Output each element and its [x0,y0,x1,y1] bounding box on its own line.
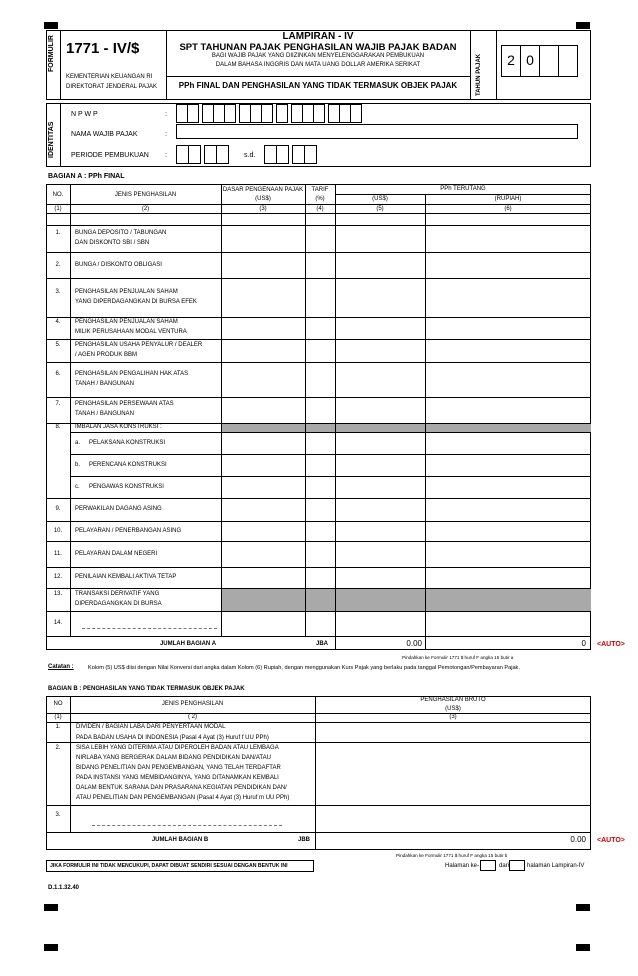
row-label: PENGAWAS KONSTRUKSI [89,483,164,490]
catatan-label: Catatan : [48,664,74,670]
corner-mark-bottom-right [576,904,590,911]
col-no-header: NO. [52,192,64,198]
year-digit-1: 2 [507,52,515,68]
corner-mark-bottom-right-2 [576,944,590,951]
row-number: b. [75,461,81,468]
b-row-1-line-2: PADA BADAN USAHA DI INDONESIA (Pasal 4 Ayat (3) Huruf f UU PPh) [76,735,269,741]
row-number: 6. [55,370,61,377]
col-tarif-header: TARIF [311,187,329,193]
corner-mark-top-right [576,22,590,29]
col-number-3: (3) [259,206,267,212]
col-pph-header: PPh TERUTANG [440,186,486,192]
row-label: BUNGA / DISKONTO OBLIGASI [75,261,162,268]
digit-box[interactable] [261,104,273,123]
row-number: 5. [55,341,61,348]
jumlah-bagian-a-label: JUMLAH BAGIAN A [159,641,217,647]
col-number-5: (5) [376,206,384,212]
row-number: 2. [55,261,61,268]
col-tarif-unit: (%) [315,196,325,202]
row-label: PENGHASILAN PENGALIHAN HAK ATAS [75,370,189,377]
b-col-bruto-header: PENGHASILAN BRUTO [420,697,486,703]
digit-box[interactable] [216,145,229,164]
b-row-2-line-6: ATAU PENELITIAN DAN PENGEMBANGAN (Pasal 4 Ayat (3) Huruf m UU PPh) [76,795,290,801]
row-label: PERENCANA KONSTRUKSI [89,461,167,468]
ministry-name: KEMENTERIAN KEUANGAN RI [66,74,153,80]
digit-box[interactable] [276,145,289,164]
form-number: 1771 - IV/$ [66,40,140,57]
row-label-line-2: YANG DIPERDAGANGKAN DI BURSA EFEK [75,298,197,305]
row-label: PENGHASILAN PENJUALAN SAHAM [75,288,178,295]
b-row-1-no: 1. [55,724,61,730]
dari-label: dari [499,863,510,869]
b-row-2-line-2: NIRLABA YANG BERGERAK DALAM BIDANG PENDIDIKAN DAN/ATAU [76,755,271,761]
digit-box[interactable] [276,104,288,123]
col-number-6: (6) [504,206,512,212]
periode-pembukuan-label: PERIODE PEMBUKUAN [71,152,149,159]
auto-badge-b: <AUTO> [597,837,625,844]
total-bagian-a-rp[interactable]: 0 [581,639,586,648]
row-number: 11. [54,550,62,557]
row-label: PENGHASILAN PENJUALAN SAHAM [75,319,178,325]
b-col-no-header: NO [53,701,63,707]
row-number: 3. [55,288,61,295]
digit-box[interactable] [188,145,201,164]
row-label-line-2: DIPERDAGANGKAN DI BURSA [75,600,162,607]
lampiran-label: LAMPIRAN - IV [282,31,354,42]
b-col-bruto-unit: (US$) [445,706,461,712]
pindahkan-b-note: Pindahkan ke Formulir 1771 $ huruf F angka 15 butir b [396,853,508,858]
row-label: PENILAIAN KEMBALI AKTIVA TETAP [75,574,177,580]
identitas-label: IDENTITAS [48,121,55,158]
npwp-colon: : [165,111,167,118]
b-row-2-line-1: SISA LEBIH YANG DITERIMA ATAU DIPEROLEH BADAN ATAU LEMBAGA [76,745,279,751]
tahun-pajak-label: TAHUN PAJAK [476,53,482,96]
subtitle-1: BAGI WAJIB PAJAK YANG DIIZINKAN MENYELENGGARAKAN PEMBUKUAN [211,53,425,59]
col-jenis-header: JENIS PENGHASILAN [114,192,177,198]
catatan-text: Kolom (5) US$ diisi dengan Nilai Konversi dari angka dalam Kolom (6) Rupiah, dengan menggunakan Kurs Pajak yang berlaku pada tanggal Pemotongan/Pembayaran Pajak. [88,665,520,671]
nama-wajib-pajak-field[interactable] [176,124,578,139]
jbb-label: JBB [298,837,311,843]
year-digit-box-4[interactable] [558,45,578,77]
row-number: a. [75,439,81,446]
digit-box[interactable] [350,104,362,123]
row-number: 1. [55,230,61,236]
jba-label: JBA [316,641,329,647]
b-col-number-2: ( 2) [188,714,197,720]
b-row-2-line-4: PADA INSTANSI YANG MEMBIDANGINYA, YANG DITANAMKAN KEMBALI [76,775,279,781]
col-dasar-header: DASAR PENGENAAN PAJAK [222,187,304,193]
row-label: PENGHASILAN PERSEWAAN ATAS [75,401,174,407]
col-pph-usd: (US$) [372,196,388,202]
col-number-1: (1) [54,206,62,212]
row-label: PELAKSANA KONSTRUKSI [89,439,166,446]
halaman-total-field[interactable] [509,860,525,871]
corner-mark-top-left [44,22,58,29]
corner-mark-bottom-left-2 [44,944,58,951]
nama-wajib-pajak-label: NAMA WAJIB PAJAK [71,131,138,138]
row-number: 4. [55,319,61,325]
bagian-b-title: BAGIAN B : PENGHASILAN YANG TIDAK TERMASUK OBJEK PAJAK [48,686,245,692]
row-label: IMBALAN JASA KONSTRUKSI : [75,424,162,430]
total-bagian-a-usd[interactable]: 0.00 [406,639,422,648]
row-number: 8. [55,424,61,430]
row-number: 7. [55,401,61,407]
npwp-label: N P W P [71,111,98,118]
row-label: PELAYARAN / PENERBANGAN ASING [75,527,182,534]
b-row-1-line-1: DIVIDEN / BAGIAN LABA DARI PENYERTAAN MODAL [76,724,226,730]
nama-colon: : [165,131,167,138]
col-dasar-unit: (US$) [255,196,271,202]
halaman-label: Halaman ke- [445,863,480,869]
periode-colon: : [165,152,167,159]
jumlah-bagian-b-label: JUMLAH BAGIAN B [151,837,209,843]
col-number-2: (2) [141,206,150,212]
total-bagian-b[interactable]: 0.00 [570,835,586,844]
shaded-cell [221,588,591,611]
auto-badge-a: <AUTO> [597,641,625,648]
b-row-2-no: 2. [55,745,61,751]
col-pph-rp: (RUPIAH) [494,196,522,202]
directorate-name: DIREKTORAT JENDERAL PAJAK [66,84,158,90]
row-number: c. [75,483,80,490]
corner-mark-bottom-left [44,904,58,911]
halaman-ke-field[interactable] [480,860,496,871]
b-row-3-no: 3. [55,812,61,818]
row-label-line-2: MILIK PERUSAHAAN MODAL VENTURA [75,329,187,335]
digit-box[interactable] [187,104,199,123]
row-number: 9. [55,506,61,512]
b-col-number-3: (3) [449,714,457,720]
row-label: PENGHASILAN USAHA PENYALUR / DEALER [75,341,203,348]
row-number: 13. [53,590,63,597]
pindahkan-a-note: Pindahkan ke Formulir 1771 $ huruf F angka 15 butir a [402,655,514,660]
b-row-2-line-3: BIDANG PENELITIAN DAN PENGEMBANGAN, YANG TELAH TERDAFTAR [76,765,281,771]
row-label: PELAYARAN DALAM NEGERI [75,550,158,557]
halaman-lampiran-label: halaman Lampiran-IV [527,863,585,869]
row-number: 10. [53,527,63,534]
subtitle-2: DALAM BAHASA INGGRIS DAN MATA UANG DOLLAR AMERIKA SERIKAT [215,62,421,68]
formulir-label: FORMULIR [48,35,55,72]
row-label-line-2: DAN DISKONTO SBI / SBN [75,240,150,246]
digit-box[interactable] [224,104,236,123]
row-label: BUNGA DEPOSITO / TABUNGAN [75,230,167,236]
year-digit-box-3[interactable] [539,45,559,77]
page-title: SPT TAHUNAN PAJAK PENGHASILAN WAJIB PAJAK BADAN [179,42,457,53]
sd-label: s.d. [244,152,256,159]
b-col-jenis-header: JENIS PENGHASILAN [161,701,224,707]
digit-box[interactable] [304,145,317,164]
footer-note: JIKA FORMULIR INI TIDAK MENCUKUPI, DAPAT DIBUAT SENDIRI SESUAI DENGAN BENTUK INI [50,863,288,869]
col-number-4: (4) [316,206,324,212]
row-label-line-2: TANAH / BANGUNAN [75,380,134,387]
row-label: PERWAKILAN DAGANG ASING [75,506,162,512]
row-label-line-2: / AGEN PRODUK BBM [75,351,138,358]
digit-box[interactable] [313,104,325,123]
bagian-a-title: BAGIAN A : PPh FINAL [48,173,125,180]
subtitle-3: PPh FINAL DAN PENGHASILAN YANG TIDAK TERMASUK OBJEK PAJAK [178,81,458,90]
row-label: TRANSAKSI DERIVATIF YANG [75,590,160,597]
row-number: 12. [53,574,63,580]
b-col-number-1: (1) [54,714,62,720]
row-number: 14. [53,620,63,626]
year-digit-2: 0 [526,52,534,68]
row-label-line-2: TANAH / BANGUNAN [75,411,134,417]
b-row-2-line-5: DALAM BENTUK SARANA DAN PRASARANA KEGIATAN PENDIDIKAN DAN/ [76,785,287,791]
form-code: D.1.1.32.40 [48,885,80,891]
shaded-cell [221,423,591,432]
